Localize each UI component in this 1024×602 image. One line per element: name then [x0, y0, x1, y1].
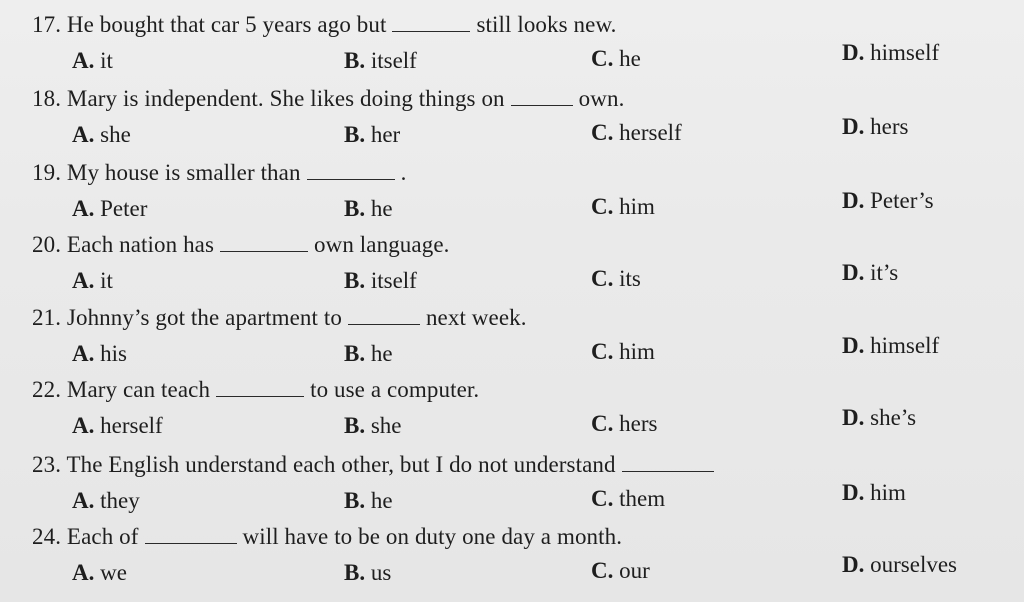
option-letter: D. — [842, 188, 865, 213]
option-d — [842, 112, 908, 142]
option-d — [842, 186, 934, 216]
question-stem — [32, 230, 449, 260]
question-item — [0, 10, 1024, 84]
question-stem — [32, 375, 479, 405]
option-text: he — [370, 341, 393, 366]
option-letter: B. — [344, 122, 366, 147]
option-b — [344, 411, 402, 441]
question-item — [0, 158, 1024, 232]
question-text-after: still looks new. — [476, 12, 617, 37]
option-text: we — [100, 560, 127, 585]
option-letter: A. — [72, 48, 95, 73]
option-c — [591, 409, 657, 439]
question-text-before: My house is smaller than — [66, 160, 301, 185]
option-text: himself — [870, 333, 940, 358]
question-number: 18. — [32, 86, 62, 111]
question-text-before: Mary can teach — [66, 377, 211, 402]
question-item — [0, 303, 1024, 377]
option-a — [72, 266, 113, 296]
question-stem — [32, 84, 624, 114]
option-letter: B. — [344, 341, 366, 366]
question-text-before: Mary is independent. She likes doing things on — [66, 86, 505, 111]
option-a — [72, 194, 147, 224]
option-letter: C. — [591, 194, 614, 219]
option-b — [344, 120, 400, 150]
option-letter: D. — [842, 333, 865, 358]
option-b — [344, 339, 393, 369]
option-text: he — [619, 46, 641, 71]
option-letter: A. — [72, 268, 95, 293]
option-c — [591, 337, 655, 367]
question-stem — [32, 158, 406, 188]
option-c — [591, 192, 655, 222]
question-stem — [32, 522, 622, 552]
option-text: itself — [370, 268, 417, 293]
option-text: her — [370, 122, 401, 147]
option-text: him — [619, 194, 655, 219]
option-text: it’s — [870, 260, 899, 285]
option-letter: C. — [591, 120, 614, 145]
option-d — [842, 550, 957, 580]
option-text: his — [100, 341, 127, 366]
option-text: them — [619, 486, 666, 511]
option-text: Peter’s — [870, 188, 934, 213]
option-letter: B. — [344, 560, 366, 585]
option-d — [842, 258, 898, 288]
option-c — [591, 44, 641, 74]
option-letter: D. — [842, 40, 865, 65]
option-letter: D. — [842, 552, 865, 577]
option-b — [344, 46, 417, 76]
option-letter: B. — [344, 488, 366, 513]
option-text: himself — [870, 40, 940, 65]
option-text: she — [370, 413, 402, 438]
option-letter: B. — [344, 48, 366, 73]
option-text: it — [100, 268, 113, 293]
option-letter: C. — [591, 46, 614, 71]
option-letter: D. — [842, 480, 865, 505]
option-letter: D. — [842, 114, 865, 139]
question-item — [0, 375, 1024, 449]
option-text: herself — [619, 120, 682, 145]
question-stem — [32, 10, 617, 40]
question-text-before: He bought that car 5 years ago but — [66, 12, 387, 37]
question-text-after: to use a computer. — [310, 377, 480, 402]
option-letter: B. — [344, 268, 366, 293]
option-a — [72, 558, 127, 588]
option-text: him — [619, 339, 655, 364]
question-number: 22. — [32, 377, 62, 402]
question-number: 23. — [32, 452, 62, 477]
option-text: she — [100, 122, 131, 147]
option-letter: A. — [72, 488, 95, 513]
option-text: its — [619, 266, 641, 291]
option-letter: A. — [72, 413, 95, 438]
question-text-after: . — [400, 160, 407, 185]
option-text: him — [870, 480, 906, 505]
answer-blank — [348, 304, 420, 325]
option-c — [591, 264, 641, 294]
question-text-before: The English understand each other, but I do not understand — [66, 452, 616, 477]
option-b — [344, 194, 393, 224]
option-a — [72, 486, 140, 516]
option-c — [591, 118, 682, 148]
option-letter: A. — [72, 341, 95, 366]
option-c — [591, 484, 665, 514]
option-letter: C. — [591, 486, 614, 511]
question-stem — [32, 450, 720, 480]
option-b — [344, 486, 393, 516]
option-d — [842, 478, 906, 508]
option-text: our — [619, 558, 650, 583]
option-text: ourselves — [870, 552, 957, 577]
option-a — [72, 46, 113, 76]
option-text: they — [100, 488, 140, 513]
option-text: herself — [100, 413, 163, 438]
question-text-after: own. — [578, 86, 625, 111]
question-text-after: will have to be on duty one day a month. — [242, 524, 623, 549]
option-text: he — [370, 488, 393, 513]
option-text: hers — [870, 114, 909, 139]
option-letter: A. — [72, 196, 95, 221]
answer-blank — [216, 376, 304, 397]
option-letter: C. — [591, 558, 614, 583]
question-item — [0, 522, 1024, 596]
option-text: hers — [619, 411, 658, 436]
option-letter: B. — [344, 413, 366, 438]
question-text-after: next week. — [425, 305, 527, 330]
option-text: Peter — [100, 196, 148, 221]
option-a — [72, 120, 131, 150]
answer-blank — [392, 11, 470, 32]
question-number: 19. — [32, 160, 62, 185]
question-number: 24. — [32, 524, 62, 549]
option-letter: C. — [591, 339, 614, 364]
option-b — [344, 558, 391, 588]
option-letter: C. — [591, 411, 614, 436]
question-text-after: own language. — [314, 232, 450, 257]
option-letter: A. — [72, 122, 95, 147]
question-item — [0, 84, 1024, 158]
question-number: 21. — [32, 305, 62, 330]
question-text-before: Each of — [66, 524, 139, 549]
question-stem — [32, 303, 527, 333]
option-letter: B. — [344, 196, 366, 221]
option-letter: C. — [591, 266, 614, 291]
option-text: he — [370, 196, 393, 221]
option-d — [842, 403, 916, 433]
option-letter: D. — [842, 260, 865, 285]
option-c — [591, 556, 650, 586]
option-text: itself — [370, 48, 417, 73]
option-letter: D. — [842, 405, 865, 430]
question-text-before: Johnny’s got the apartment to — [66, 305, 342, 330]
option-text: it — [100, 48, 113, 73]
option-b — [344, 266, 417, 296]
option-d — [842, 331, 939, 361]
answer-blank — [307, 159, 395, 180]
option-a — [72, 339, 127, 369]
option-letter: A. — [72, 560, 95, 585]
option-text: she’s — [870, 405, 917, 430]
answer-blank — [145, 523, 237, 544]
question-item — [0, 230, 1024, 304]
option-a — [72, 411, 163, 441]
question-number: 20. — [32, 232, 62, 257]
question-text-before: Each nation has — [66, 232, 215, 257]
answer-blank — [511, 85, 573, 106]
option-d — [842, 38, 939, 68]
question-number: 17. — [32, 12, 62, 37]
question-item — [0, 450, 1024, 524]
answer-blank — [622, 451, 714, 472]
option-text: us — [370, 560, 392, 585]
answer-blank — [220, 231, 308, 252]
